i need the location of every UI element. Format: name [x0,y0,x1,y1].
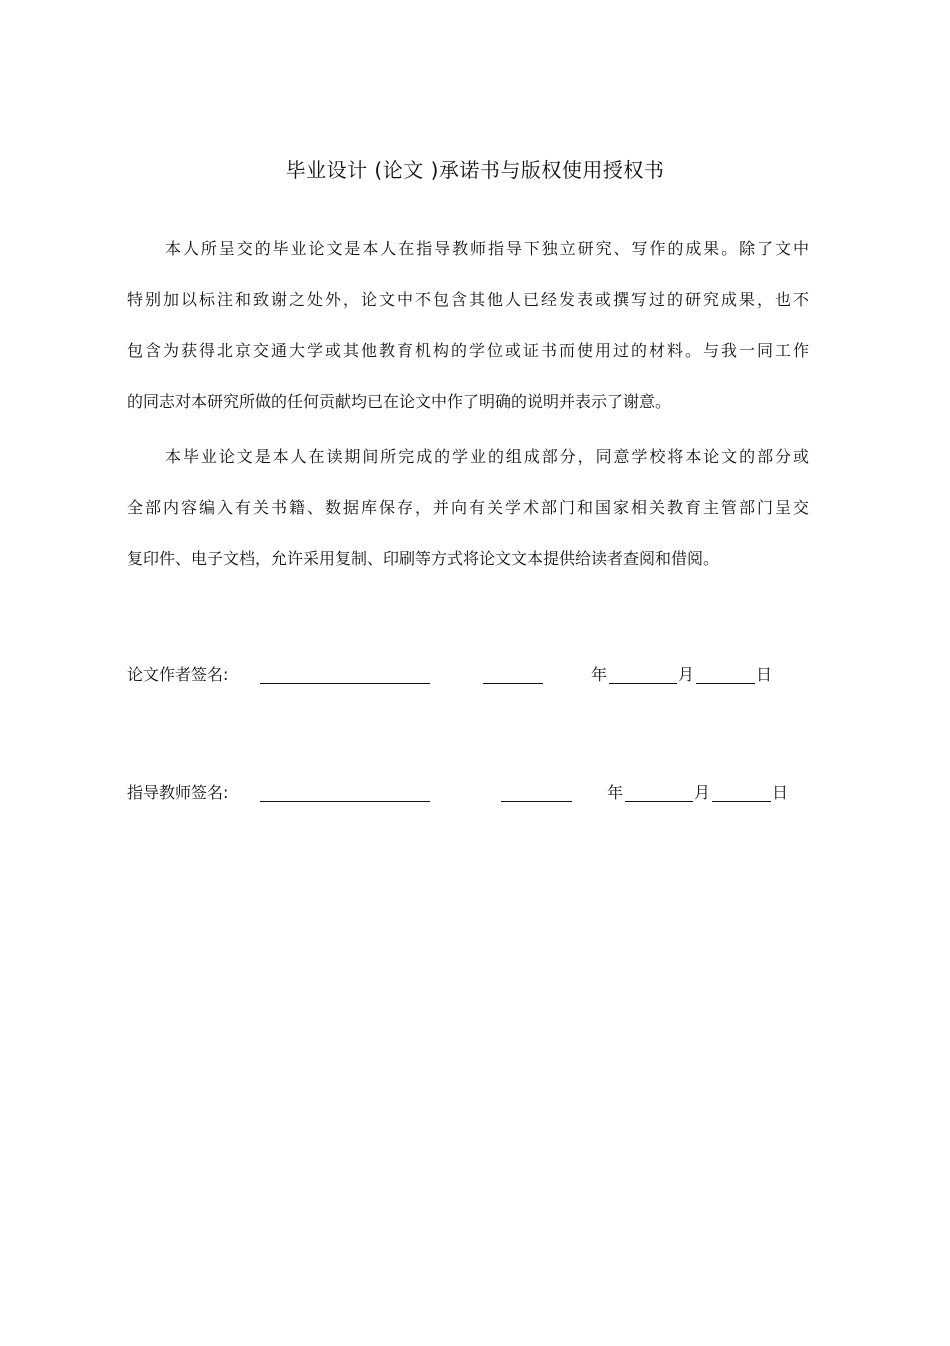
author-month-blank[interactable] [696,683,755,684]
advisor-signature-label: 指导教师签名: [127,783,229,802]
paragraph-line: 复印件、电子文档，允许采用复制、印刷等方式将论文文本提供给读者查阅和借阅。 [127,549,720,568]
year-label: 年 [591,665,608,684]
paragraph-line: 本毕业论文是本人在读期间所完成的学业的组成部分，同意学校将本论文的部分或 [165,447,809,466]
advisor-month-blank[interactable] [712,801,771,802]
paragraph-line: 的同志对本研究所做的任何贡献均已在论文中作了明确的说明并表示了谢意。 [127,392,672,411]
document-title: 毕业设计 (论文 )承诺书与版权使用授权书 [285,158,665,182]
advisor-signature-blank[interactable] [260,801,430,802]
author-signature-row [127,663,827,687]
author-year-blank[interactable] [609,683,677,684]
day-label: 日 [756,665,773,684]
advisor-extra-blank[interactable] [501,801,572,802]
paragraph-line: 全部内容编入有关书籍、数据库保存，并向有关学术部门和国家相关教育主管部门呈交 [127,498,809,517]
author-extra-blank[interactable] [483,683,543,684]
month-label: 月 [678,665,695,684]
advisor-signature-row [127,781,827,805]
author-signature-label: 论文作者签名: [127,665,229,684]
paragraph-line: 特别加以标注和致谢之处外，论文中不包含其他人已经发表或撰写过的研究成果，也不 [127,290,809,309]
day-label: 日 [772,783,789,802]
paragraph-line: 本人所呈交的毕业论文是本人在指导教师指导下独立研究、写作的成果。除了文中 [165,239,809,258]
advisor-year-blank[interactable] [625,801,693,802]
commitment-paragraph [127,223,809,427]
year-label: 年 [607,783,624,802]
author-signature-blank[interactable] [260,683,430,684]
month-label: 月 [694,783,711,802]
authorization-paragraph [127,431,809,584]
paragraph-line: 包含为获得北京交通大学或其他教育机构的学位或证书而使用过的材料。与我一同工作 [127,341,809,360]
